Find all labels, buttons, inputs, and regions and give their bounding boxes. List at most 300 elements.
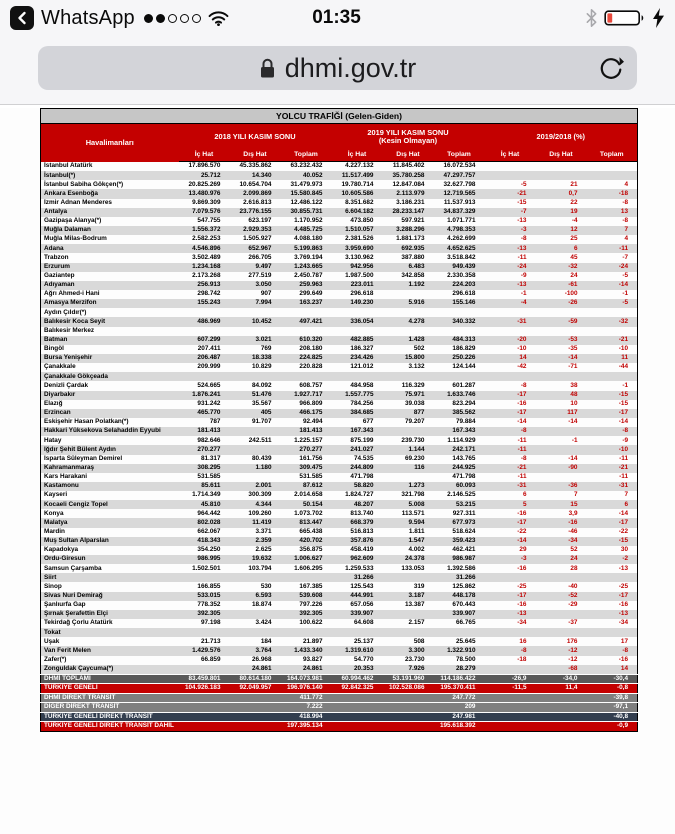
table-row	[41, 235, 638, 244]
percent-cell: -15	[517, 198, 527, 206]
summary-row	[41, 684, 638, 694]
airport-name-cell: Batman	[44, 336, 68, 344]
table-row	[41, 317, 638, 326]
signal-strength-icon	[144, 14, 201, 23]
percent-cell: 4	[624, 180, 629, 188]
airport-name-cell: Isparta Süleyman Demirel	[44, 454, 123, 462]
airport-name-cell: Gazipaşa Alanya(*)	[44, 217, 102, 225]
back-to-app-button[interactable]	[10, 6, 34, 30]
percent-cell: -22	[517, 527, 527, 535]
value-cell: 31.266	[455, 573, 476, 581]
value-cell: 30.855.731	[290, 208, 323, 216]
value-cell: 18.338	[251, 354, 272, 362]
percent-cell: 10	[570, 400, 578, 408]
percent-cell	[587, 171, 638, 180]
percent-cell	[536, 327, 587, 336]
refresh-button[interactable]	[598, 55, 624, 81]
value-cell: 662.067	[197, 527, 221, 535]
percent-cell: -8	[622, 646, 629, 654]
table-row	[41, 628, 638, 637]
value-cell: 2.099.869	[243, 189, 272, 197]
value-cell: 392.305	[299, 610, 323, 618]
value-cell: 85.611	[201, 482, 221, 490]
percent-cell	[485, 628, 536, 637]
web-page	[0, 108, 675, 834]
value-cell: 19.632	[251, 555, 272, 563]
value-cell	[434, 372, 485, 381]
value-cell	[230, 445, 281, 454]
value-cell: 125.862	[452, 582, 476, 590]
passenger-traffic-table	[40, 108, 638, 732]
value-cell: 21.897	[302, 637, 323, 645]
value-cell	[230, 372, 281, 381]
percent-cell: -31	[517, 317, 527, 325]
value-cell: 3.959.690	[345, 244, 374, 252]
percent-cell: -68	[568, 665, 578, 673]
value-cell: 907	[260, 290, 272, 298]
summary-label-cell: TÜRKİYE GENELİ DİREKT TRANSİT	[41, 712, 179, 722]
value-cell: 384.685	[350, 409, 374, 417]
percent-cell: -39,8	[587, 693, 638, 703]
percent-cell: -16	[618, 655, 629, 663]
percent-cell: -14	[568, 354, 578, 362]
table-row	[41, 464, 638, 473]
value-cell: 242.171	[452, 445, 476, 453]
airport-name-cell: Aydın Çıldır(*)	[44, 308, 87, 316]
percent-cell: -18	[517, 655, 527, 663]
value-cell: 813.447	[299, 518, 323, 526]
value-cell: 387.880	[401, 253, 425, 261]
value-cell: 524.665	[197, 381, 221, 389]
value-cell: 823.294	[452, 400, 476, 408]
airport-name-cell: Uşak	[44, 637, 60, 645]
value-cell	[332, 628, 383, 637]
percent-cell	[587, 628, 638, 637]
percent-cell: -3	[520, 555, 527, 563]
table-row	[41, 619, 638, 628]
value-cell: 20.825.269	[188, 180, 221, 188]
percent-cell: -37	[568, 619, 578, 627]
airport-name-cell: Kastamonu	[44, 482, 79, 490]
value-cell: 45.335.862	[239, 162, 272, 170]
percent-cell: -40	[568, 582, 578, 590]
percent-cell	[536, 573, 587, 582]
clock-label: 01:35	[312, 7, 361, 28]
percent-cell: -13	[517, 217, 527, 225]
table-row	[41, 336, 638, 345]
airport-name-cell: Kapadokya	[44, 546, 79, 554]
value-cell: 484.958	[350, 381, 374, 389]
value-cell: 1.234.168	[192, 262, 221, 270]
summary-row	[41, 722, 638, 732]
value-cell: 1.073.702	[294, 509, 323, 517]
percent-cell: -5	[622, 272, 629, 280]
value-cell: 167.385	[299, 582, 323, 590]
percent-cell: -34	[568, 537, 578, 545]
percent-cell: 28	[570, 564, 578, 572]
percent-cell: -34	[618, 619, 629, 627]
value-cell	[230, 703, 281, 713]
value-cell: 9.497	[255, 262, 272, 270]
percent-cell	[485, 327, 536, 336]
value-cell: 79.884	[455, 418, 476, 426]
value-cell: 471.798	[452, 473, 476, 481]
value-cell: 239.730	[401, 436, 425, 444]
percent-cell: -4	[520, 299, 527, 307]
percent-cell: -21	[517, 189, 527, 197]
value-cell: 2.929.353	[243, 226, 272, 234]
value-cell: 336.054	[350, 317, 374, 325]
percent-cell: 14	[519, 354, 527, 362]
value-cell	[179, 308, 230, 317]
value-cell: 339.907	[452, 610, 476, 618]
value-cell: 10.829	[251, 363, 272, 371]
value-cell: 207.411	[197, 345, 221, 353]
value-cell: 1.505.927	[243, 235, 272, 243]
value-cell	[332, 308, 383, 317]
value-cell	[383, 290, 434, 299]
percent-cell: -53	[568, 336, 578, 344]
airport-name-cell: Hakkari Yüksekova Selahaddin Eyyubi	[44, 427, 161, 435]
value-cell: 24.378	[404, 555, 425, 563]
value-cell: 186.327	[350, 345, 374, 353]
percent-cell: 7	[624, 491, 629, 499]
value-cell	[383, 722, 434, 732]
col-header-domestic-2018: İç Hat	[179, 149, 230, 162]
value-cell: 25.645	[455, 637, 476, 645]
table-row	[41, 327, 638, 336]
status-right-icons	[585, 8, 665, 28]
value-cell: 420.702	[299, 537, 323, 545]
col-header-domestic-pct: İç Hat	[485, 149, 536, 162]
table-row	[41, 473, 638, 482]
percent-cell: -5	[622, 299, 629, 307]
value-cell: 484.313	[452, 336, 476, 344]
value-cell: 87.612	[302, 482, 323, 490]
table-row	[41, 656, 638, 665]
table-row	[41, 528, 638, 537]
value-cell: 516.813	[350, 527, 374, 535]
value-cell: 966.809	[299, 400, 323, 408]
value-cell: 277.519	[248, 272, 272, 280]
value-cell: 1.392.586	[447, 564, 476, 572]
value-cell: 670.443	[452, 601, 476, 609]
value-cell: 103.794	[248, 564, 272, 572]
percent-cell: 11	[621, 354, 629, 362]
value-cell: 962.609	[350, 555, 374, 563]
table-row	[41, 345, 638, 354]
value-cell: 10.452	[251, 317, 272, 325]
percent-cell	[536, 308, 587, 317]
value-cell: 92.494	[302, 418, 323, 426]
value-cell: 4.798.353	[447, 226, 476, 234]
table-row	[41, 217, 638, 226]
value-cell: 5.008	[408, 500, 425, 508]
percent-cell: -2	[622, 555, 629, 563]
value-cell: 2.625	[255, 546, 272, 554]
value-cell	[383, 693, 434, 703]
percent-cell: 5	[522, 500, 527, 508]
value-cell: 299.649	[299, 290, 323, 298]
value-cell	[179, 712, 230, 722]
summary-label-cell: DHMİ TOPLAMI	[41, 674, 179, 684]
value-cell	[230, 693, 281, 703]
value-cell: 247.981	[434, 712, 485, 722]
summary-row	[41, 693, 638, 703]
value-cell	[230, 610, 281, 619]
value-cell: 1.502.501	[192, 564, 221, 572]
table-row	[41, 445, 638, 454]
value-cell: 54.770	[353, 655, 374, 663]
value-cell: 802.028	[197, 518, 221, 526]
value-cell: 83.459.801	[179, 674, 230, 684]
percent-cell: -13	[618, 610, 629, 618]
value-cell	[332, 372, 383, 381]
value-cell: 6.604.182	[345, 208, 374, 216]
percent-cell: 25	[570, 235, 578, 243]
percent-cell: -8	[520, 235, 527, 243]
percent-cell: -14	[618, 418, 629, 426]
percent-cell: 24	[570, 272, 578, 280]
percent-cell: -40,8	[587, 712, 638, 722]
table-row	[41, 308, 638, 317]
value-cell: 473.850	[350, 217, 374, 225]
value-cell: 657.056	[350, 601, 374, 609]
percent-cell: -13	[517, 244, 527, 252]
value-cell: 28.233.147	[392, 208, 425, 216]
summary-row	[41, 674, 638, 684]
value-cell: 100.622	[299, 619, 323, 627]
value-cell: 206.487	[197, 354, 221, 362]
table-row	[41, 290, 638, 299]
value-cell: 5.916	[408, 299, 425, 307]
percent-cell: -25	[618, 582, 629, 590]
airport-name-cell: Trabzon	[44, 253, 69, 261]
value-cell: 340.332	[452, 317, 476, 325]
table-title: YOLCU TRAFİĞİ (Gelen-Giden)	[41, 109, 638, 124]
percent-cell: -16	[517, 400, 527, 408]
value-cell: 942.956	[350, 262, 374, 270]
percent-cell: -26	[568, 299, 578, 307]
value-cell: 677	[362, 418, 374, 426]
value-cell	[179, 665, 230, 675]
value-cell: 92.049.957	[230, 684, 281, 694]
value-cell: 40.052	[302, 171, 323, 179]
table-row	[41, 546, 638, 555]
value-cell: 877	[413, 409, 425, 417]
table-row	[41, 208, 638, 217]
percent-cell: -36	[568, 482, 578, 490]
value-cell: 1.180	[255, 464, 272, 471]
percent-cell: -14	[517, 418, 527, 426]
table-row	[41, 537, 638, 546]
value-cell: 17.896.570	[188, 162, 221, 170]
value-cell: 116	[414, 464, 425, 471]
percent-cell: 6	[522, 491, 527, 499]
value-cell	[281, 372, 332, 381]
table-row	[41, 436, 638, 445]
value-cell: 244.925	[452, 464, 476, 471]
table-row	[41, 354, 638, 363]
value-cell: 4.002	[408, 546, 425, 554]
value-cell: 31.479.973	[290, 180, 323, 188]
value-cell: 186.829	[452, 345, 476, 353]
airport-name-cell: Adana	[44, 244, 64, 252]
value-cell: 102.528.086	[383, 684, 434, 694]
value-cell: 34.837.329	[443, 208, 476, 216]
value-cell: 2.450.787	[294, 272, 323, 280]
value-cell: 1.811	[408, 527, 425, 535]
value-cell: 4.227.132	[345, 162, 374, 170]
value-cell: 466.175	[299, 409, 323, 417]
percent-cell	[587, 308, 638, 317]
value-cell: 308.295	[197, 464, 221, 471]
value-cell: 181.413	[299, 427, 323, 435]
percent-cell: -22	[618, 527, 629, 535]
airport-name-cell: Balıkesir Merkez	[44, 326, 95, 334]
value-cell: 1.273	[408, 482, 425, 490]
table-row	[41, 573, 638, 582]
percent-cell: -11	[517, 445, 527, 453]
airport-name-cell: Zafer(*)	[44, 655, 67, 663]
percent-cell: -16	[568, 518, 578, 526]
value-cell: 13.480.976	[188, 189, 221, 197]
value-cell: 79.207	[404, 418, 425, 426]
value-cell: 121.012	[350, 363, 374, 371]
value-cell	[179, 703, 230, 713]
value-cell: 18.874	[251, 601, 272, 609]
value-cell	[332, 327, 383, 336]
airport-name-cell: Konya	[44, 509, 64, 517]
value-cell: 964.442	[197, 509, 221, 517]
value-cell: 385.562	[452, 409, 476, 417]
battery-icon	[604, 9, 646, 27]
col-group-2019: 2019 YILI KASIM SONU (Kesin Olmayan)	[332, 124, 485, 150]
percent-cell: -44	[618, 363, 629, 371]
percent-cell: -13	[517, 281, 527, 289]
value-cell: 5.199.863	[294, 244, 323, 252]
percent-cell: -13	[517, 610, 527, 618]
percent-cell: -11,5	[485, 684, 536, 694]
airport-name-cell: Kahramanmaraş	[44, 464, 95, 471]
value-cell: 14.340	[251, 171, 272, 179]
percent-cell: -11	[619, 454, 629, 462]
value-cell: 797.226	[299, 601, 323, 609]
value-cell: 53.191.960	[383, 674, 434, 684]
percent-cell: 22	[570, 198, 578, 206]
value-cell: 508	[413, 637, 425, 645]
value-cell: 3.764	[255, 646, 272, 654]
value-cell: 531.585	[299, 473, 323, 481]
value-cell: 354.250	[197, 546, 221, 554]
value-cell	[230, 427, 281, 436]
value-cell	[281, 327, 332, 336]
value-cell: 224.203	[452, 281, 476, 289]
airport-name-cell: Balıkesir Koca Seyit	[44, 317, 106, 325]
value-cell: 66.765	[455, 619, 476, 627]
value-cell: 241.027	[350, 445, 374, 453]
percent-cell	[536, 171, 587, 180]
value-cell: 986.987	[452, 555, 476, 563]
percent-cell: -10	[517, 345, 527, 353]
url-text: dhmi.gov.tr	[284, 52, 417, 83]
value-cell: 10.605.586	[341, 189, 374, 197]
value-cell	[383, 573, 434, 582]
value-cell: 1.876.241	[192, 390, 221, 398]
value-cell: 35.567	[251, 400, 272, 408]
value-cell: 1.225.157	[294, 436, 323, 444]
value-cell: 502	[413, 345, 425, 353]
value-cell: 1.881.173	[396, 235, 425, 243]
value-cell	[332, 693, 383, 703]
value-cell: 778.352	[197, 601, 221, 609]
table-row	[41, 564, 638, 573]
value-cell: 12.847.084	[392, 180, 425, 188]
table-row	[41, 509, 638, 518]
value-cell: 48.207	[353, 500, 374, 508]
col-header-international-pct: Dış Hat	[536, 149, 587, 162]
percent-cell: -8	[520, 381, 527, 389]
address-bar[interactable]	[38, 46, 637, 90]
percent-cell: -15	[618, 390, 629, 398]
value-cell: 12.719.565	[443, 189, 476, 197]
value-cell: 167.343	[350, 427, 374, 435]
value-cell: 448.178	[452, 591, 476, 599]
value-cell: 607.299	[197, 336, 221, 344]
value-cell: 597.921	[401, 217, 425, 225]
value-cell: 1.927.717	[294, 390, 323, 398]
value-cell: 35.780.258	[392, 171, 425, 179]
value-cell	[434, 308, 485, 317]
percent-cell: 7	[573, 491, 578, 499]
value-cell: 23.776.155	[239, 208, 272, 216]
airport-name-cell: Şanlıurfa Gap	[44, 601, 86, 609]
value-cell	[332, 703, 383, 713]
col-header-total-2018: Toplam	[281, 149, 332, 162]
value-cell: 539.608	[299, 591, 323, 599]
percent-cell: -24	[517, 262, 527, 270]
value-cell: 2.014.658	[294, 491, 323, 499]
value-cell: 15.580.845	[290, 189, 323, 197]
value-cell: 58.820	[353, 482, 374, 490]
value-cell: 3.187	[408, 591, 425, 599]
percent-cell: -24	[618, 262, 629, 270]
table-row	[41, 372, 638, 381]
value-cell: 270.277	[299, 445, 323, 453]
value-cell: 39.038	[404, 400, 425, 408]
percent-cell: -8	[622, 217, 629, 225]
percent-cell: -21	[517, 464, 527, 471]
table-row	[41, 592, 638, 601]
airport-name-cell: İstanbul Atatürk	[44, 162, 93, 170]
value-cell: 1.114.929	[447, 436, 476, 444]
value-cell: 357.876	[350, 537, 374, 545]
value-cell: 692.935	[401, 244, 425, 252]
value-cell: 16.072.534	[443, 162, 476, 170]
airport-name-cell: Ankara Esenboğa	[44, 189, 98, 197]
percent-cell: -0,8	[587, 684, 638, 694]
value-cell: 405	[260, 409, 272, 417]
value-cell	[434, 327, 485, 336]
value-cell: 31.266	[353, 573, 374, 581]
value-cell: 220.828	[299, 363, 323, 371]
value-cell: 3.371	[255, 527, 272, 535]
value-cell: 1.322.910	[447, 646, 476, 654]
percent-cell: 13	[620, 208, 629, 216]
value-cell: 533.015	[197, 591, 221, 599]
airport-name-cell: Ordu-Giresun	[44, 555, 86, 563]
value-cell: 15.800	[404, 354, 425, 362]
